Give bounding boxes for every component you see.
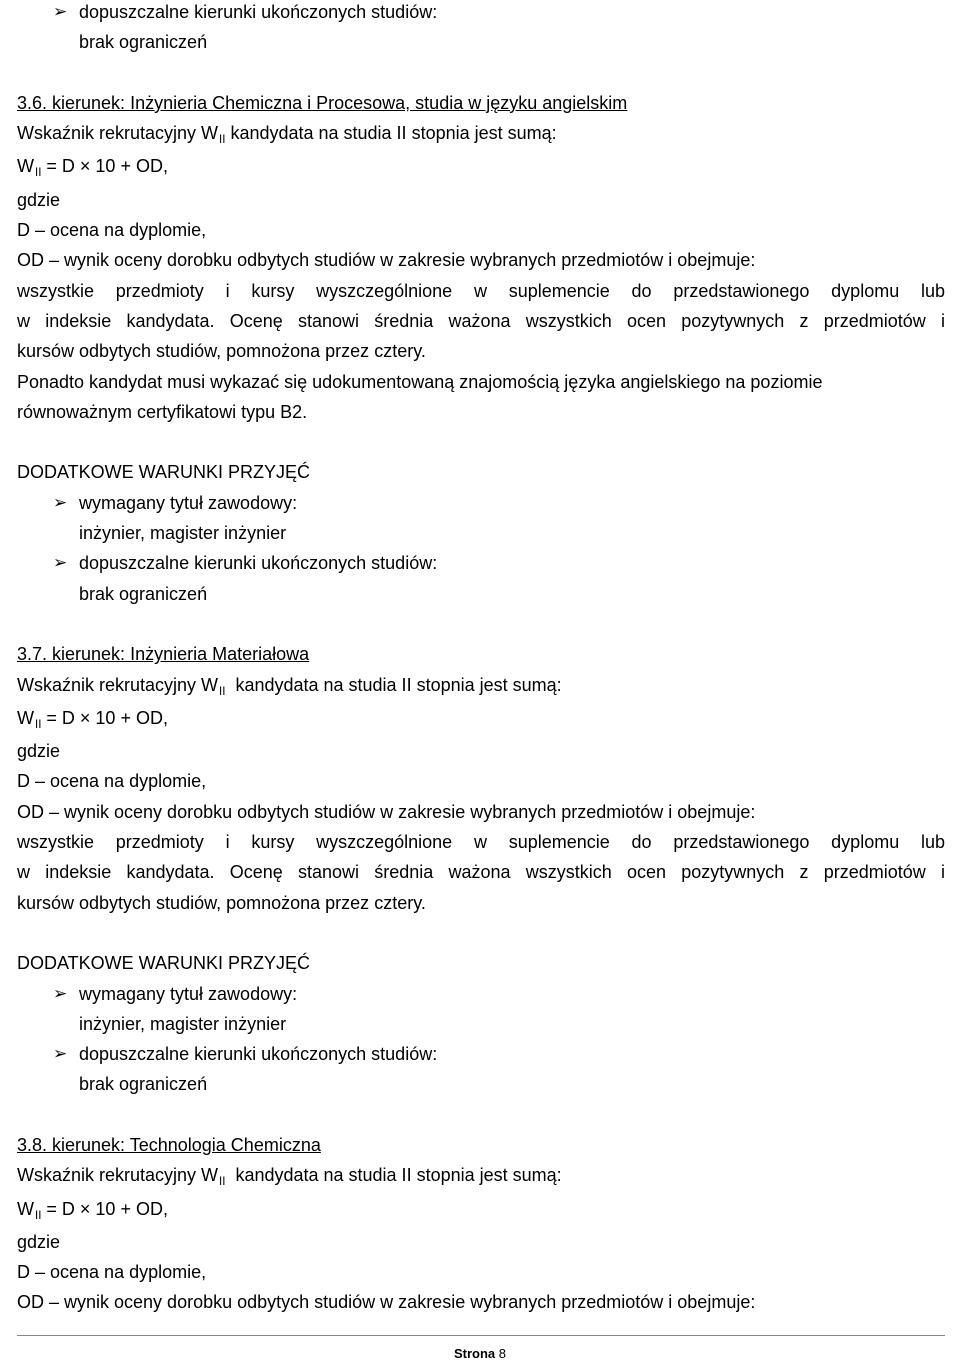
- paragraph-line: w indeksie kandydata. Ocenę stanowi średnia ważona wszystkich ocen pozytywnych z przedmiotów i: [17, 310, 945, 331]
- page-content: [17, 0, 945, 1318]
- arrowhead-bullet-icon: ➢: [53, 553, 68, 573]
- page-footer: [0, 1346, 960, 1362]
- additional-conditions-title: DODATKOWE WARUNKI PRZYJĘĆ: [17, 953, 311, 974]
- bullet-allowed-fields: ➢ dopuszczalne kierunki ukończonych studiów:: [17, 548, 945, 578]
- page-number: 8: [498, 1346, 507, 1361]
- where-label: gdzie: [17, 741, 61, 762]
- arrowhead-bullet-icon: ➢: [53, 492, 68, 512]
- additional-conditions-title: DODATKOWE WARUNKI PRZYJĘĆ: [17, 462, 311, 483]
- arrowhead-bullet-icon: ➢: [53, 983, 68, 1003]
- indicator-intro: Wskaźnik rekrutacyjny $W_{II}$ kandydata na studia II stopnia jest sumą:: [17, 1165, 562, 1189]
- section-heading-3-7: 3.7. kierunek: Inżynieria Materiałowa: [17, 644, 310, 665]
- od-definition: OD – wynik oceny dorobku odbytych studiów w zakresie wybranych przedmiotów i obejmuje:: [17, 801, 756, 822]
- formula: $W_{II} = D \times 10$ + OD,: [17, 156, 168, 180]
- bullet-value: brak ograniczeń: [79, 583, 208, 604]
- paragraph-line: kursów odbytych studiów, pomnożona przez cztery.: [17, 892, 426, 913]
- where-label: gdzie: [17, 189, 61, 210]
- arrowhead-bullet-icon: ➢: [53, 1044, 68, 1064]
- paragraph-line: równoważnym certyfikatowi typu B2.: [17, 401, 308, 422]
- section-heading-3-6: 3.6. kierunek: Inżynieria Chemiczna i Procesowa, studia w języku angielskim: [17, 92, 628, 113]
- bullet-value: inżynier, magister inżynier: [79, 1013, 287, 1034]
- bullet-value: brak ograniczeń: [79, 32, 208, 53]
- formula: $W_{II} = D \times 10$ + OD,: [17, 1198, 168, 1222]
- paragraph-line: w indeksie kandydata. Ocenę stanowi średnia ważona wszystkich ocen pozytywnych z przedmiotów i: [17, 862, 945, 883]
- d-definition: D – ocena na dyplomie,: [17, 220, 207, 241]
- od-definition: OD – wynik oceny dorobku odbytych studiów w zakresie wybranych przedmiotów i obejmuje:: [17, 250, 756, 271]
- bullet-allowed-fields: ➢ dopuszczalne kierunki ukończonych studiów:: [17, 1039, 945, 1069]
- bullet-value: inżynier, magister inżynier: [79, 523, 287, 544]
- paragraph-line: wszystkie przedmioty i kursy wyszczególnione w suplemencie do przedstawionego dyplomu lub: [17, 832, 945, 853]
- od-definition: OD – wynik oceny dorobku odbytych studiów w zakresie wybranych przedmiotów i obejmuje:: [17, 1292, 756, 1313]
- paragraph-line: Ponadto kandydat musi wykazać się udokumentowaną znajomością języka angielskiego na poziomie: [17, 371, 823, 392]
- where-label: gdzie: [17, 1231, 61, 1252]
- bullet-allowed-fields: ➢ dopuszczalne kierunki ukończonych studiów:: [17, 0, 945, 27]
- indicator-intro: Wskaźnik rekrutacyjny $W_{II}$ kandydata na studia II stopnia jest sumą:: [17, 674, 562, 698]
- bullet-value: brak ograniczeń: [79, 1074, 208, 1095]
- paragraph-line: wszystkie przedmioty i kursy wyszczególnione w suplemencie do przedstawionego dyplomu lub: [17, 280, 945, 301]
- paragraph-line: kursów odbytych studiów, pomnożona przez cztery.: [17, 341, 426, 362]
- bullet-required-title: ➢ wymagany tytuł zawodowy:: [17, 979, 945, 1009]
- d-definition: D – ocena na dyplomie,: [17, 771, 207, 792]
- indicator-intro: Wskaźnik rekrutacyjny $W_{II}$ kandydata na studia II stopnia jest sumą:: [17, 123, 557, 147]
- d-definition: D – ocena na dyplomie,: [17, 1262, 207, 1283]
- arrowhead-bullet-icon: ➢: [53, 2, 68, 21]
- footer-divider: [17, 1335, 945, 1336]
- section-heading-3-8: 3.8. kierunek: Technologia Chemiczna: [17, 1134, 321, 1155]
- bullet-required-title: ➢ wymagany tytuł zawodowy:: [17, 488, 945, 518]
- formula: $W_{II} = D \times 10$ + OD,: [17, 707, 168, 731]
- page-label: Strona: [453, 1346, 496, 1361]
